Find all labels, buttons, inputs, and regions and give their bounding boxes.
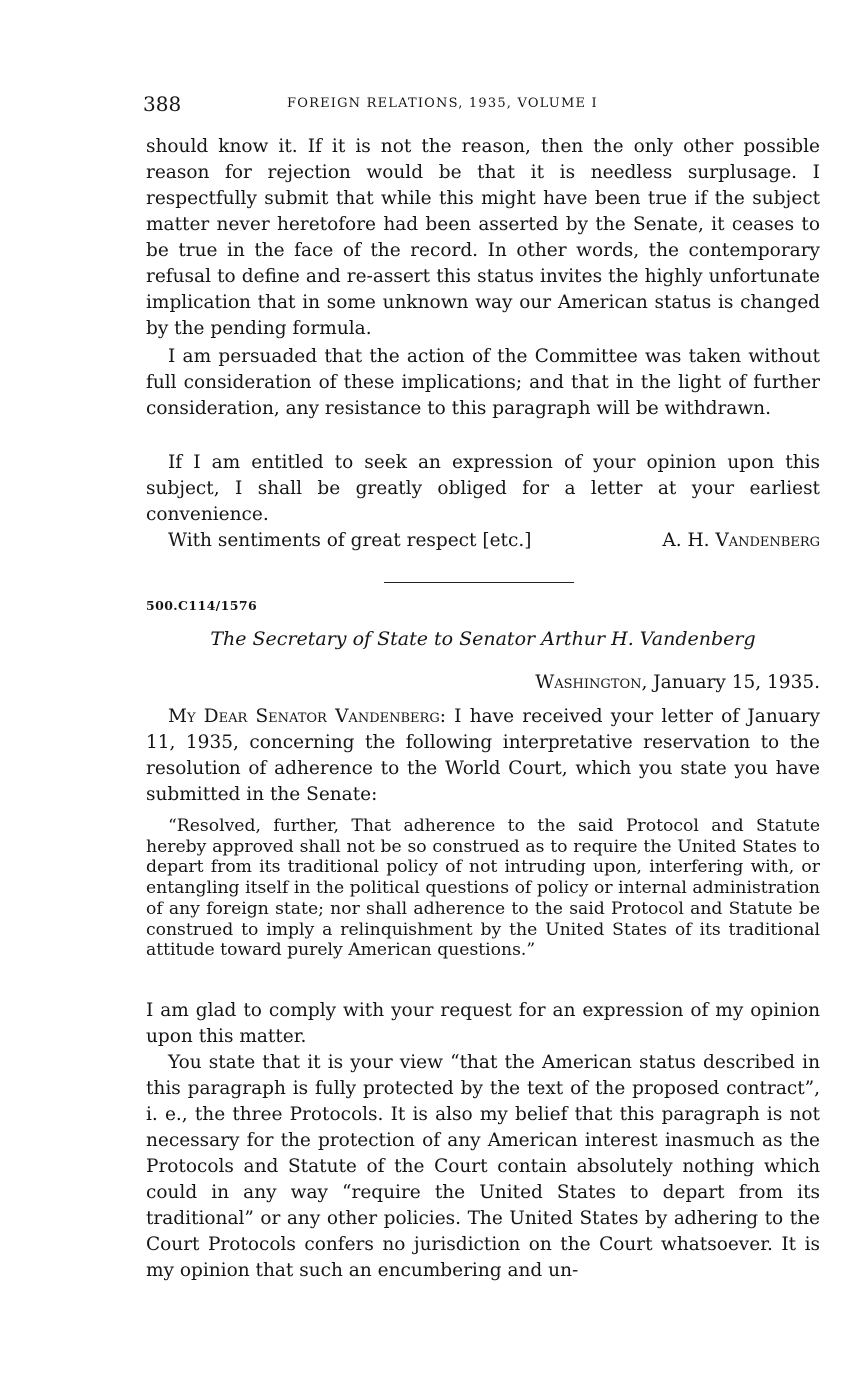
complimentary-close: With sentiments of great respect [etc.]: [168, 530, 532, 551]
salutation: My Dear Senator Vandenberg:: [168, 706, 446, 727]
block-quote-reservation: “Resolved, further, That adherence to the said Protocol and Statute hereby approved shall not be so construed as to require the United States to depart from its traditional policy of not intruding upon, interfering with, or entangling itself in the political questions of policy or internal administration of any foreign state; nor shall adherence to the said Protocol and Statute be construed to imply a relinquishment by the United States of its traditional attitude toward purely American questions.”: [146, 816, 820, 961]
paragraph-continuation: should know it. If it is not the reason, then the only other possible reason for rejection would be that it is needless surplusage. I respectfully submit that while this might have been true if the subject matter never heretofore had been asserted by the Senate, it ceases to be true in the face of the record. In other words, the contemporary refusal to define and re-assert this status invites the highly unfortunate implication that in some unknown way our American status is changed by the pending formula.: [146, 136, 820, 339]
dateline: [535, 672, 820, 693]
opening-text: I have received your letter of January 11, 1935, concerning the following interpretative reservation to the resolution of adherence to the World Court, which you state you have submitted in the Senate:: [146, 706, 820, 805]
page-number: 388: [143, 92, 182, 116]
file-number: 500.C114/1576: [146, 598, 258, 613]
dateline-date: January 15, 1935.: [647, 672, 820, 693]
paragraph-committee: I am persuaded that the action of the Committee was taken without full consideration of these implications; and that in the light of further consideration, any resistance to this paragraph will be withdrawn.: [146, 346, 820, 419]
signature: A. H. Vandenberg: [662, 530, 820, 551]
page-header: [143, 92, 820, 118]
dateline-place: Washington,: [535, 672, 648, 693]
paragraph-salutation: [146, 704, 820, 808]
document-title: The Secretary of State to Senator Arthur H. Vandenberg: [210, 628, 756, 650]
paragraph-comply: I am glad to comply with your request for an expression of my opinion upon this matter.: [146, 1000, 820, 1047]
paragraph-view: You state that it is your view “that the American status described in this paragraph is fully protected by the text of the proposed contract”, i. e., the three Protocols. It is also my belief that this paragraph is not necessary for the protection of any American interest inasmuch as the Protocols and Statute of the Court contain absolutely nothing which could in any way “require the United States to depart from its traditional” or any other policies. The United States by adhering to the Court Protocols confers no jurisdiction on the Court whatsoever. It is my opinion that such an encumbering and un-: [146, 1052, 820, 1281]
paragraph-request: If I am entitled to seek an expression of your opinion upon this subject, I shall be greatly obliged for a letter at your earliest convenience.: [146, 452, 820, 525]
running-head: FOREIGN RELATIONS, 1935, VOLUME I: [287, 96, 598, 111]
section-divider: [384, 582, 574, 583]
